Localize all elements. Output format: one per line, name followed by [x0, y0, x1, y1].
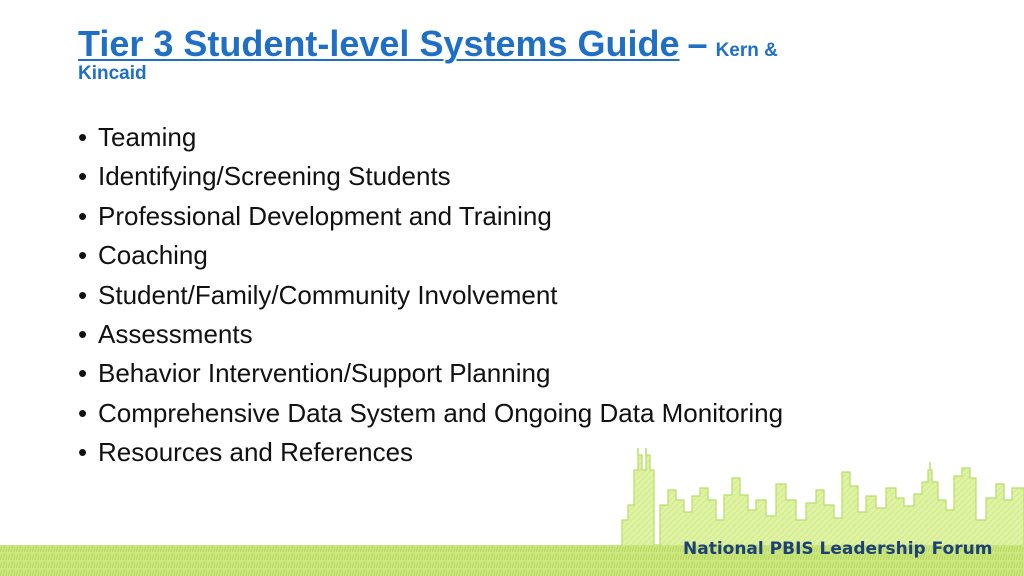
list-item — [78, 276, 783, 315]
title-link[interactable]: Tier 3 Student-level Systems Guide — [78, 23, 680, 64]
bullet-icon: • — [78, 358, 88, 389]
list-item — [78, 315, 783, 354]
list-item-text: Resources and References — [98, 437, 414, 468]
list-item-text: Professional Development and Training — [98, 200, 552, 231]
bullet-icon: • — [78, 397, 88, 428]
bullet-icon: • — [78, 437, 88, 468]
title-author-line2: Kincaid — [78, 62, 147, 84]
list-item-text: Student/Family/Community Involvement — [98, 279, 558, 310]
bullet-icon: • — [78, 161, 88, 192]
list-item-text: Identifying/Screening Students — [98, 161, 451, 192]
footer-label: National PBIS Leadership Forum — [683, 539, 993, 559]
list-item-text: Assessments — [98, 319, 253, 350]
bullet-icon: • — [78, 319, 88, 350]
list-item — [78, 354, 783, 393]
list-item — [78, 197, 783, 236]
title-dash: – — [687, 23, 708, 64]
list-item-text: Behavior Intervention/Support Planning — [98, 358, 551, 389]
list-item — [78, 236, 783, 275]
title-author-line1: Kern & — [715, 40, 778, 61]
list-item-text: Teaming — [98, 122, 197, 152]
list-item — [78, 394, 783, 433]
slide-title — [78, 24, 958, 84]
bullet-icon: • — [78, 200, 88, 231]
bullet-icon: • — [78, 240, 88, 271]
list-item — [78, 118, 783, 157]
list-item-text: Comprehensive Data System and Ongoing Data Monitoring — [98, 397, 784, 428]
bullet-icon: • — [78, 279, 88, 310]
list-item-text: Coaching — [98, 240, 208, 271]
list-item — [78, 433, 783, 472]
topic-list — [78, 118, 783, 473]
bullet-icon: • — [78, 122, 88, 152]
list-item — [78, 157, 783, 196]
